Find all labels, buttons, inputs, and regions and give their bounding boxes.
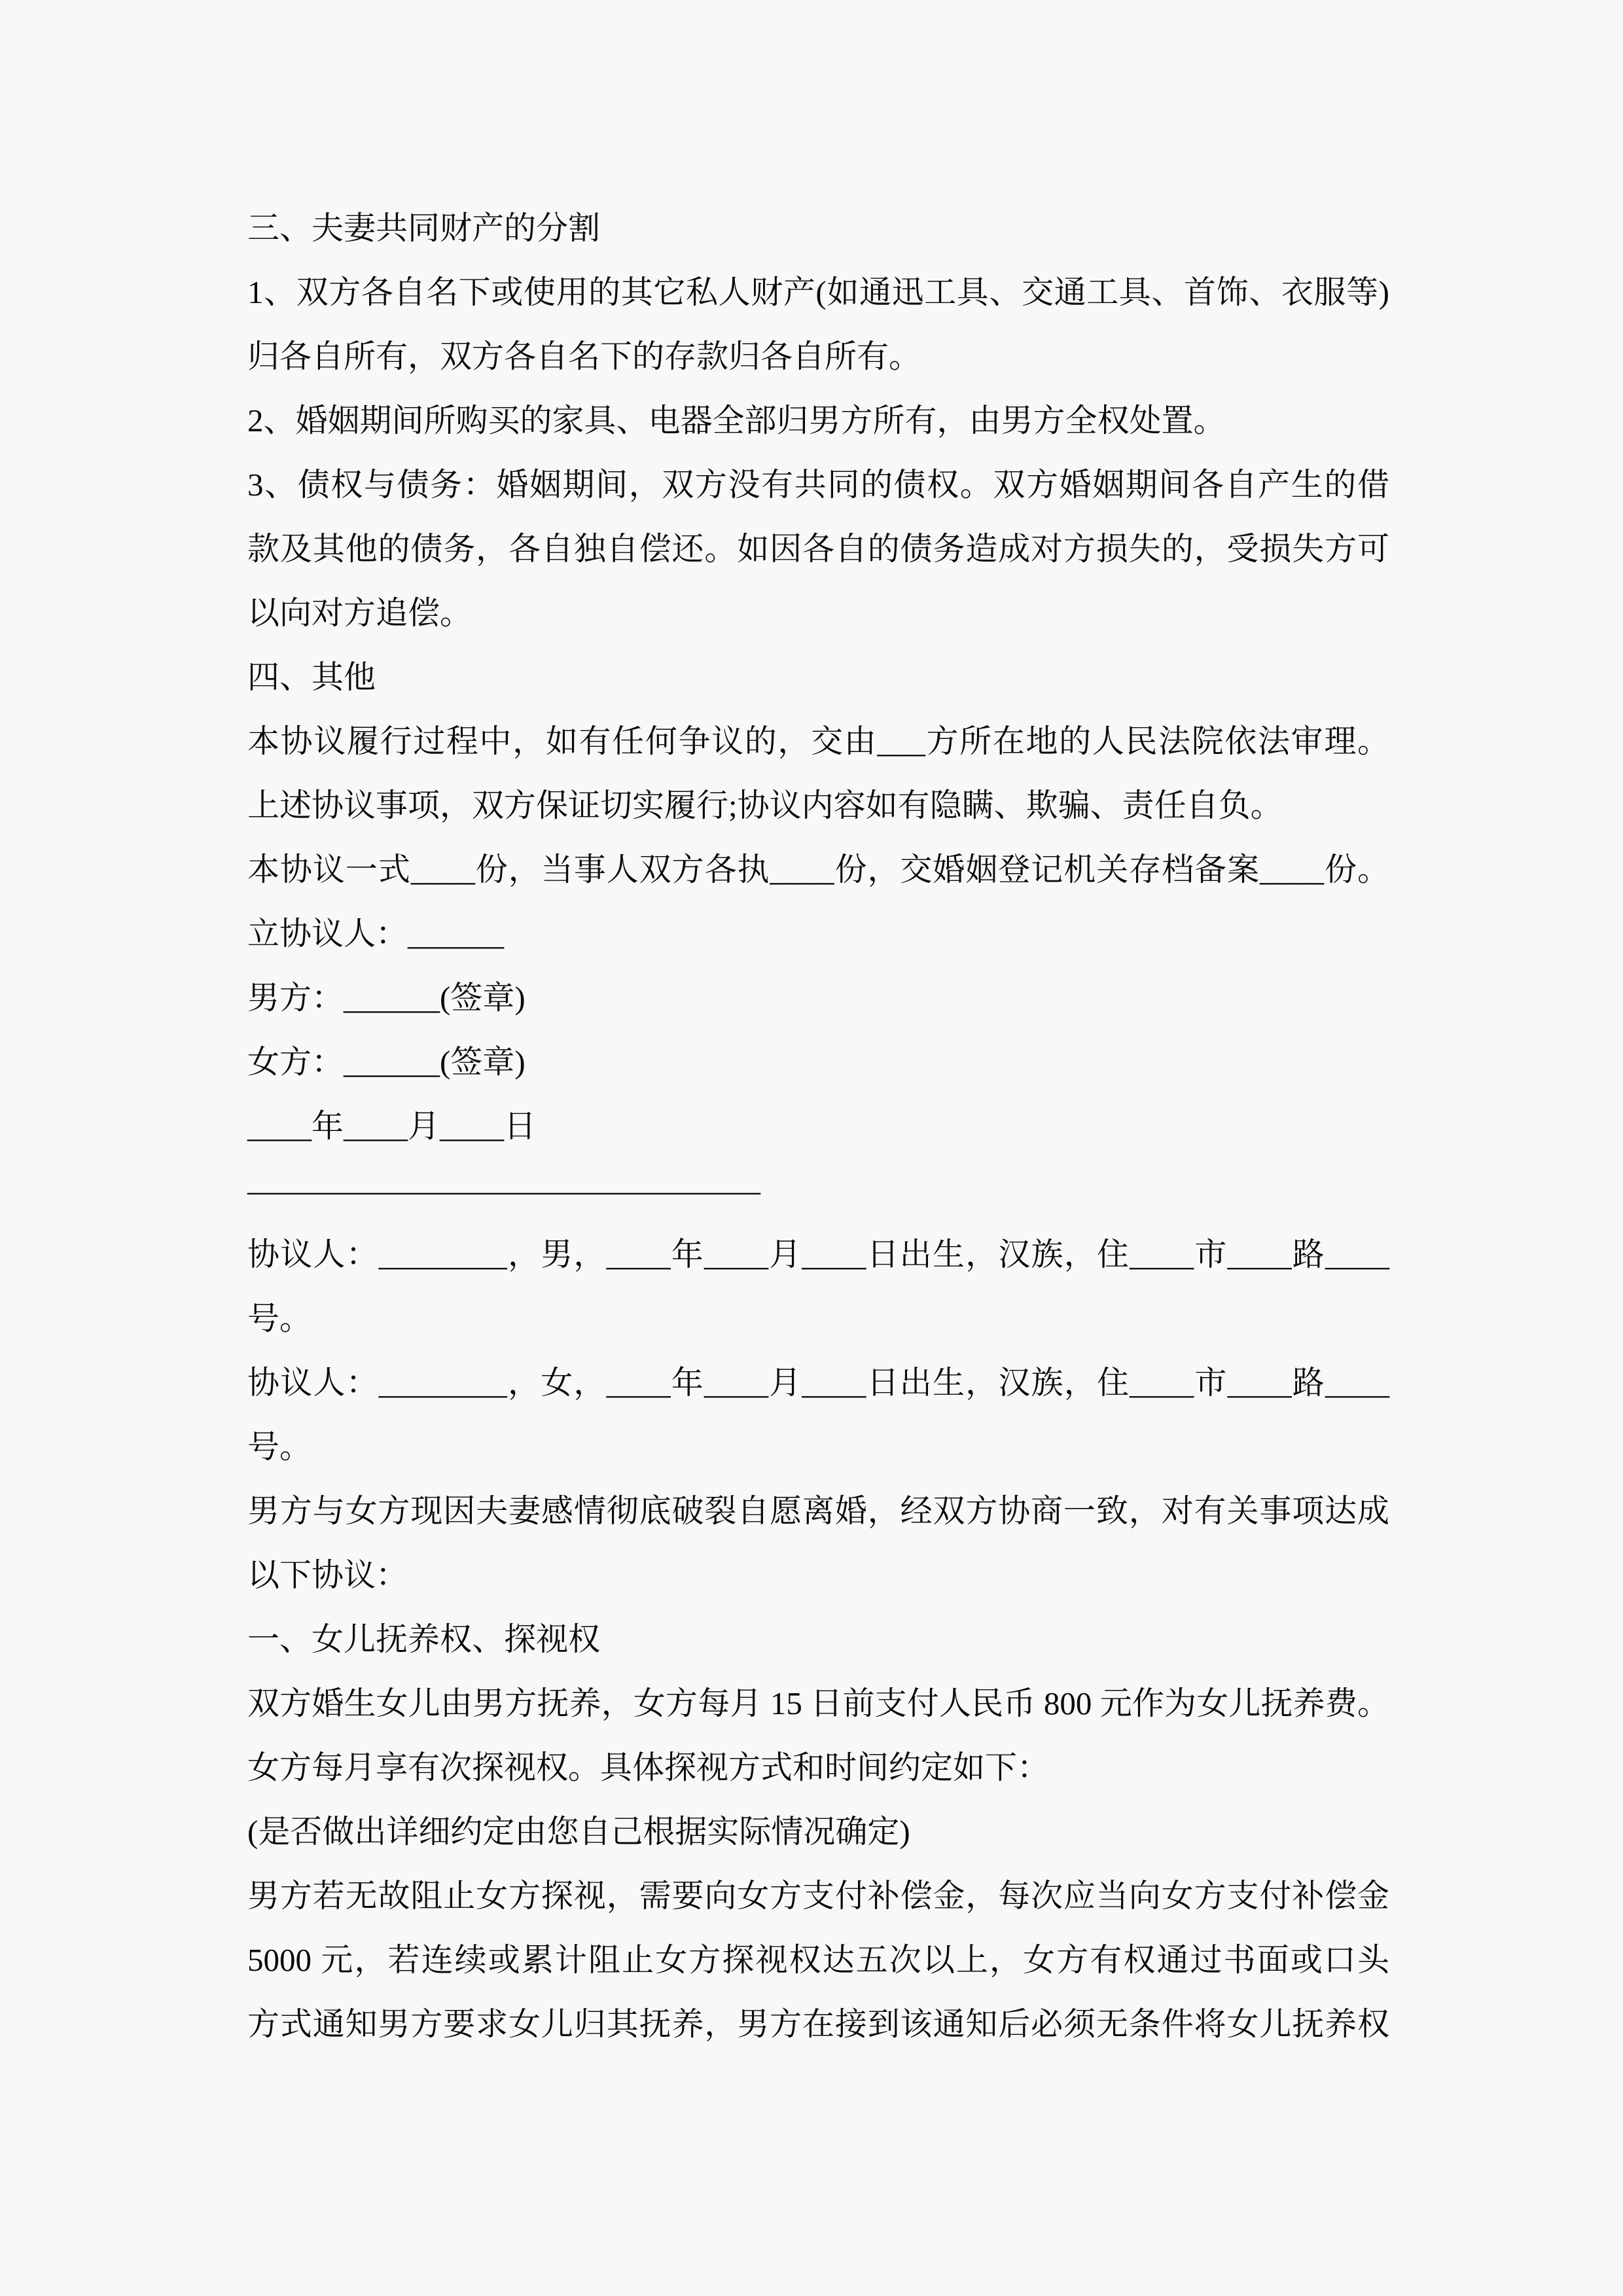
text-line: 归各自所有，双方各自名下的存款归各自所有。 — [247, 338, 921, 374]
section-heading-line: 四、其他 — [247, 659, 376, 695]
party-male-line: 协议人：________，男，____年____月____日出生，汉族，住____市____路____ — [247, 1236, 1389, 1272]
wife-signature-line: 女方：______(签章) — [247, 1044, 526, 1080]
text-line: 以向对方追偿。 — [247, 595, 473, 631]
text-line: 男方若无故阻止女方探视，需要向女方支付补偿金，每次应当向女方支付补偿金 — [247, 1878, 1389, 1914]
signatory-label-line: 立协议人：______ — [247, 916, 505, 952]
note-line: (是否做出详细约定由您自己根据实际情况确定) — [247, 1814, 910, 1850]
text-line: 以下协议： — [247, 1557, 408, 1593]
text-line: 双方婚生女儿由男方抚养，女方每月 15 日前支付人民币 800 元作为女儿抚养费。 — [247, 1685, 1389, 1721]
text-line: 号。 — [247, 1300, 312, 1336]
husband-signature-line: 男方：______(签章) — [247, 980, 526, 1016]
separator-line: ———————————————— — [247, 1172, 760, 1208]
text-line: 方式通知男方要求女儿归其抚养，男方在接到该通知后必须无条件将女儿抚养权 — [247, 2006, 1389, 2042]
section-heading-line: 三、夫妻共同财产的分割 — [247, 210, 601, 246]
text-line: 2、婚姻期间所购买的家具、电器全部归男方所有，由男方全权处置。 — [247, 403, 1226, 439]
text-line: 款及其他的债务，各自独自偿还。如因各自的债务造成对方损失的，受损失方可 — [247, 531, 1389, 567]
text-line: 女方每月享有次探视权。具体探视方式和时间约定如下： — [247, 1749, 1050, 1785]
date-line: ____年____月____日 — [247, 1108, 537, 1144]
document-body — [247, 196, 1389, 2056]
text-line: 5000 元，若连续或累计阻止女方探视权达五次以上，女方有权通过书面或口头 — [247, 1942, 1389, 1978]
section-heading-line: 一、女儿抚养权、探视权 — [247, 1621, 601, 1657]
text-line: 号。 — [247, 1429, 312, 1465]
text-line: 本协议一式____份，当事人双方各执____份，交婚姻登记机关存档备案____份。 — [247, 852, 1389, 888]
party-female-line: 协议人：________，女，____年____月____日出生，汉族，住____市____路____ — [247, 1365, 1389, 1401]
text-line: 上述协议事项，双方保证切实履行;协议内容如有隐瞒、欺骗、责任自负。 — [247, 787, 1283, 823]
text-line: 本协议履行过程中，如有任何争议的，交由___方所在地的人民法院依法审理。 — [247, 723, 1389, 759]
text-line: 3、债权与债务：婚姻期间，双方没有共同的债权。双方婚姻期间各自产生的借 — [247, 467, 1389, 503]
text-line: 男方与女方现因夫妻感情彻底破裂自愿离婚，经双方协商一致，对有关事项达成 — [247, 1493, 1389, 1529]
text-line: 1、双方各自名下或使用的其它私人财产(如通迅工具、交通工具、首饰、衣服等) — [247, 274, 1389, 310]
